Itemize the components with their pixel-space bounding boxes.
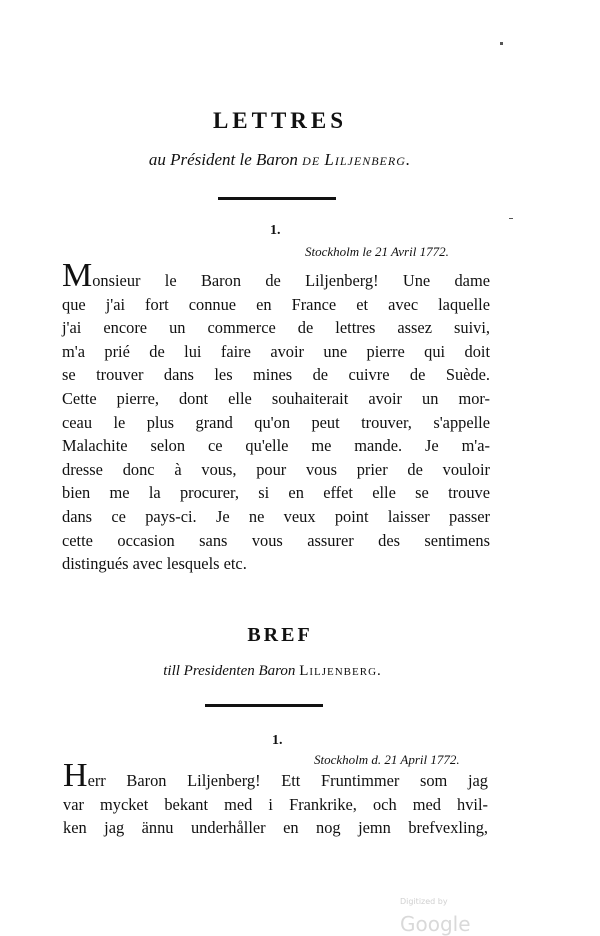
body-line: bien me la procurer, si en effet elle se trouve — [62, 483, 490, 503]
section-title: BREF — [247, 624, 313, 646]
drop-cap: H — [63, 757, 88, 794]
print-speck — [509, 218, 513, 219]
letter-dateline: Stockholm le 21 Avril 1772. — [305, 244, 449, 259]
letter-dateline: Stockholm d. 21 April 1772. — [314, 752, 460, 767]
subtitle-prefix: au Président le Baron — [148, 150, 303, 169]
subtitle-name: Liljenberg. — [299, 663, 382, 679]
body-line: Herr Baron Liljenberg! Ett Fruntimmer som jag — [63, 757, 488, 794]
letters-subtitle — [0, 150, 560, 170]
subtitle-prefix: till Presidenten Baron — [163, 663, 300, 679]
body-line: distingués avec lesquels etc. — [62, 554, 247, 574]
print-speck — [500, 42, 503, 45]
body-line: cette occasion sans vous assurer des sentimens — [62, 530, 490, 550]
ornamental-rule — [218, 197, 336, 200]
watermark-brand: Google — [400, 912, 471, 936]
body-line: dresse donc à vous, pour vous prier de vouloir — [62, 459, 490, 479]
google-watermark — [400, 888, 520, 936]
page-title: LETTRES — [212, 108, 348, 133]
letter-number: 1. — [272, 733, 283, 748]
ornamental-rule — [205, 704, 323, 707]
body-line: dans ce pays-ci. Je ne veux point laisser passer — [62, 506, 490, 526]
drop-cap: M — [62, 257, 93, 294]
body-line: m'a prié de lui faire avoir une pierre qui doit — [62, 341, 490, 361]
watermark-prefix: Digitized by — [400, 897, 448, 906]
body-line: j'ai encore un commerce de lettres assez suivi, — [62, 318, 490, 338]
body-line: que j'ai fort connue en France et avec laquelle — [62, 294, 490, 314]
letter-number: 1. — [270, 223, 281, 238]
body-line: Monsieur le Baron de Liljenberg! Une dame — [62, 257, 490, 294]
body-line: se trouver dans les mines de cuivre de Suède. — [62, 365, 490, 385]
subtitle-particle: de — [302, 150, 321, 169]
body-line: var mycket bekant med i Frankrike, och med hvil- — [63, 794, 488, 814]
body-line: Cette pierre, dont elle souhaiterait avoir un mor- — [62, 388, 490, 408]
section-subtitle — [0, 663, 545, 680]
subtitle-name: Liljenberg. — [324, 150, 412, 169]
body-line: Malachite selon ce qu'elle me mande. Je m'a- — [62, 436, 490, 456]
body-line: ceau le plus grand qu'on peut trouver, s'appelle — [62, 412, 490, 432]
body-line: ken jag ännu underhåller en nog jemn brefvexling, — [63, 818, 488, 838]
letter-body-french — [62, 257, 490, 576]
